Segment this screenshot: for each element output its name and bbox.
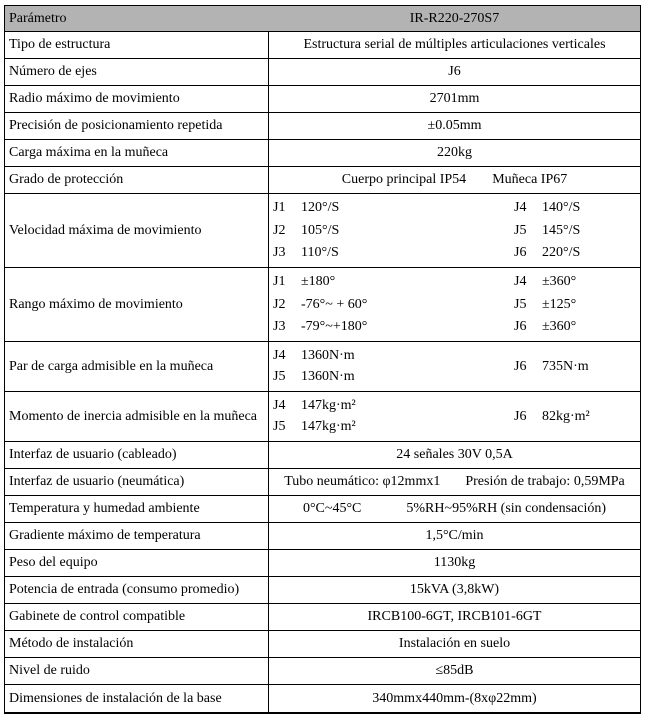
table-row-pneumatic-interface bbox=[5, 469, 640, 496]
row-value: 220kg bbox=[437, 145, 472, 160]
protection-values bbox=[342, 172, 567, 188]
row-label: Interfaz de usuario (neumática) bbox=[5, 469, 269, 495]
row-label: Temperatura y humedad ambiente bbox=[5, 496, 269, 522]
protection-wrist: Muñeca IP67 bbox=[492, 172, 568, 187]
joint-value-line: J5 145°/S bbox=[514, 222, 581, 238]
row-value: 24 señales 30V 0,5A bbox=[396, 447, 513, 462]
table-row-wrist-torque bbox=[5, 342, 640, 392]
joint-value-line: J6 735N·m bbox=[514, 358, 589, 374]
row-label: Gabinete de control compatible bbox=[5, 604, 269, 630]
table-row-protection bbox=[5, 167, 640, 194]
joint-value-line: J5 1360N·m bbox=[273, 369, 355, 385]
row-label: Grado de protección bbox=[5, 167, 269, 193]
row-value: 2701mm bbox=[429, 91, 480, 106]
inertia-joints-right bbox=[514, 392, 590, 441]
table-row-temp-gradient bbox=[5, 523, 640, 550]
table-header-row bbox=[5, 6, 640, 32]
specification-table bbox=[4, 5, 641, 714]
header-model-value: IR-R220-270S7 bbox=[409, 10, 500, 26]
ambient-humidity: 5%RH~95%RH (sin condensación) bbox=[406, 501, 607, 516]
row-value: 340mmx440mm-(8xφ22mm) bbox=[372, 690, 537, 706]
row-value bbox=[269, 167, 640, 193]
row-value bbox=[269, 194, 640, 267]
table-row-structure-type bbox=[5, 32, 640, 59]
joint-value-line: J6 82kg·m² bbox=[514, 408, 590, 424]
pneumatic-tube: Tubo neumático: φ12mmx1 bbox=[284, 474, 441, 489]
row-label: Velocidad máxima de movimiento bbox=[5, 194, 269, 267]
row-label: Interfaz de usuario (cableado) bbox=[5, 442, 269, 468]
row-value bbox=[269, 268, 640, 341]
row-label: Rango máximo de movimiento bbox=[5, 268, 269, 341]
range-joints-left bbox=[273, 268, 367, 341]
table-row-max-load bbox=[5, 140, 640, 167]
joint-value-line: J5 ±125° bbox=[514, 296, 577, 312]
table-row-control-cabinet bbox=[5, 604, 640, 631]
joint-value-line: J6 220°/S bbox=[514, 244, 581, 260]
ambient-temperature: 0°C~45°C bbox=[302, 501, 362, 516]
row-label: Nivel de ruido bbox=[5, 658, 269, 684]
torque-joints-right bbox=[514, 342, 589, 391]
table-row-input-power bbox=[5, 577, 640, 604]
row-value: J6 bbox=[448, 64, 461, 79]
row-label: Peso del equipo bbox=[5, 550, 269, 576]
row-label: Método de instalación bbox=[5, 631, 269, 657]
row-label: Carga máxima en la muñeca bbox=[5, 140, 269, 166]
joint-value-line: J3 -79°~+180° bbox=[273, 318, 368, 334]
table-row-noise-level bbox=[5, 658, 640, 685]
table-row-installation-method bbox=[5, 631, 640, 658]
table-row-base-dimensions bbox=[5, 685, 640, 712]
row-value bbox=[269, 342, 640, 391]
joint-value-line: J4 ±360° bbox=[514, 274, 577, 290]
row-value: Estructura serial de múltiples articulaciones verticales bbox=[303, 37, 606, 52]
table-row-max-speed bbox=[5, 194, 640, 268]
table-row-ambient bbox=[5, 496, 640, 523]
row-value bbox=[269, 392, 640, 441]
table-row-wrist-inertia bbox=[5, 392, 640, 442]
joint-value-line: J4 1360N·m bbox=[273, 347, 355, 363]
table-row-max-radius bbox=[5, 86, 640, 113]
row-label: Gradiente máximo de temperatura bbox=[5, 523, 269, 549]
torque-joints-left bbox=[273, 342, 355, 391]
row-label: Momento de inercia admisible en la muñeca bbox=[5, 392, 269, 441]
row-label: Dimensiones de instalación de la base bbox=[5, 685, 269, 712]
row-value bbox=[269, 496, 640, 522]
pneumatic-pressure: Presión de trabajo: 0,59MPa bbox=[465, 474, 625, 489]
protection-body: Cuerpo principal IP54 bbox=[341, 172, 467, 187]
pneumatic-values bbox=[284, 474, 625, 490]
joint-value-line: J3 110°/S bbox=[273, 244, 339, 260]
table-row-wired-interface bbox=[5, 442, 640, 469]
speed-joints-left bbox=[273, 194, 339, 267]
row-label: Potencia de entrada (consumo promedio) bbox=[5, 577, 269, 603]
joint-value-line: J2 -76°~ + 60° bbox=[273, 296, 368, 312]
joint-value-line: J1 120°/S bbox=[273, 200, 340, 216]
row-label: Número de ejes bbox=[5, 59, 269, 85]
ambient-values bbox=[303, 501, 606, 517]
joint-value-line: J6 ±360° bbox=[514, 318, 577, 334]
table-row-repeat-precision bbox=[5, 113, 640, 140]
joint-value-line: J1 ±180° bbox=[273, 274, 336, 290]
joint-value-line: J2 105°/S bbox=[273, 222, 340, 238]
row-value: 15kVA (3,8kW) bbox=[409, 582, 500, 597]
header-parameter-label: Parámetro bbox=[9, 10, 67, 26]
table-row-axes bbox=[5, 59, 640, 86]
table-row-max-range bbox=[5, 268, 640, 342]
speed-joints-right bbox=[514, 194, 580, 267]
row-value: Instalación en suelo bbox=[398, 636, 511, 651]
inertia-joints-left bbox=[273, 392, 356, 441]
row-value: 1,5°C/min bbox=[425, 528, 484, 543]
row-label: Par de carga admisible en la muñeca bbox=[5, 342, 269, 391]
joint-value-line: J4 147kg·m² bbox=[273, 397, 356, 413]
row-label: Precisión de posicionamiento repetida bbox=[5, 113, 269, 139]
table-row-weight bbox=[5, 550, 640, 577]
range-joints-right bbox=[514, 268, 576, 341]
row-label: Radio máximo de movimiento bbox=[5, 86, 269, 112]
row-label: Tipo de estructura bbox=[5, 32, 269, 58]
joint-value-line: J5 147kg·m² bbox=[273, 419, 356, 435]
row-value: ≤85dB bbox=[435, 663, 474, 678]
joint-value-line: J4 140°/S bbox=[514, 200, 581, 216]
row-value: ±0.05mm bbox=[427, 118, 482, 133]
row-value: IRCB100-6GT, IRCB101-6GT bbox=[367, 609, 542, 624]
row-value: 1130kg bbox=[433, 555, 476, 570]
row-value bbox=[269, 469, 640, 495]
